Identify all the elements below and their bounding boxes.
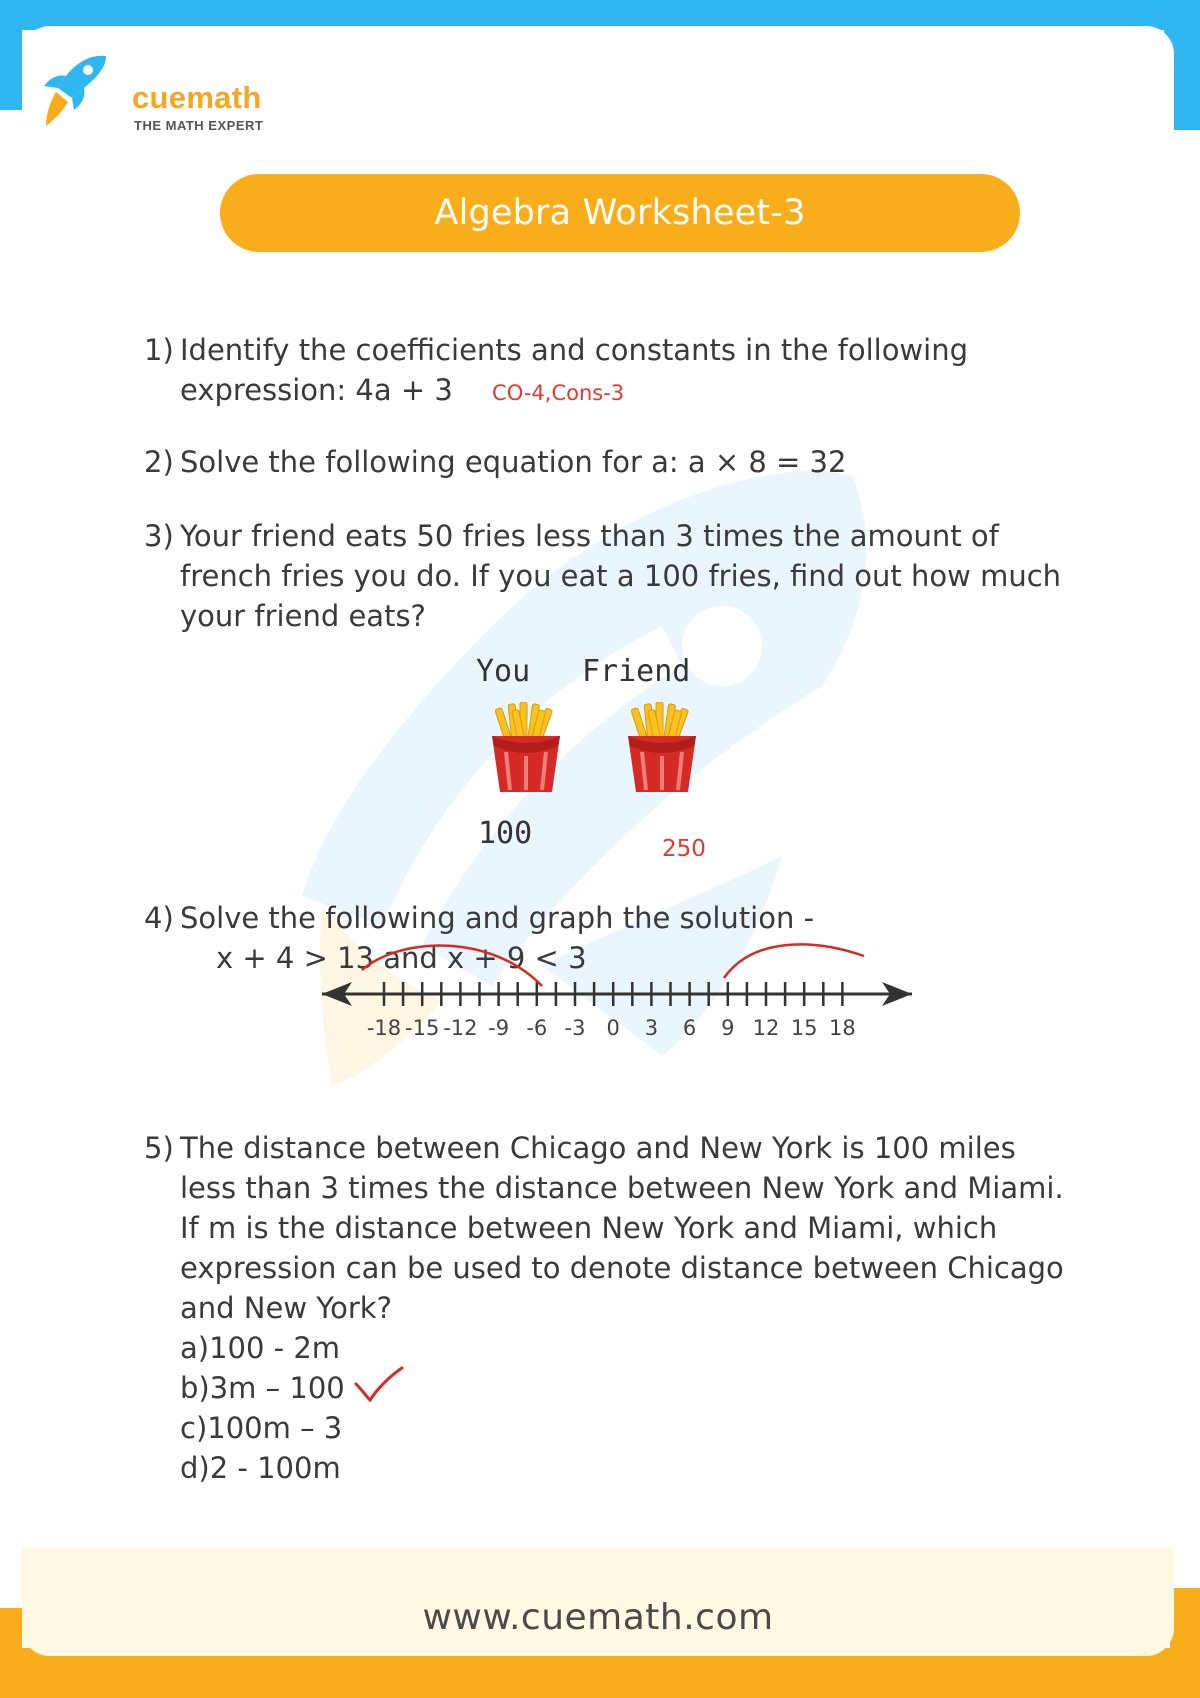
frame-left-band <box>0 0 22 110</box>
question-number: 3) <box>144 519 174 553</box>
solution-arc-right <box>724 944 864 978</box>
option-c <box>180 1408 1082 1448</box>
question-line: Solve the following and graph the solution - <box>180 901 815 935</box>
question-number: 2) <box>144 445 174 479</box>
number-line-label: -3 <box>564 1016 586 1040</box>
number-line-label: 0 <box>606 1016 620 1040</box>
question-line: Identify the coefficients and constants in the following <box>180 333 968 367</box>
number-line-label: 6 <box>682 1016 697 1040</box>
number-line-label: -18 <box>366 1016 402 1040</box>
number-line-label: 18 <box>829 1016 856 1040</box>
handwritten-answer: 250 <box>662 836 706 862</box>
option-text: 2 - 100m <box>209 1451 341 1485</box>
question-line: Your friend eats 50 fries less than 3 times the amount of <box>180 519 999 553</box>
option-a <box>180 1328 1082 1368</box>
fries-value-you: 100 <box>478 816 533 851</box>
option-d <box>180 1448 1082 1488</box>
option-text: 3m – 100 <box>209 1371 345 1405</box>
option-label: c) <box>180 1411 208 1445</box>
question-5 <box>144 1128 1084 1498</box>
option-text: 100m – 3 <box>207 1411 343 1445</box>
question-line: less than 3 times the distance between New York and Miami. <box>180 1171 1064 1205</box>
question-line: french fries you do. If you eat a 100 fries, find out how much <box>180 559 1062 593</box>
question-line: and New York? <box>180 1291 392 1325</box>
question-text: Solve the following equation for a: a × 8 = 32 <box>180 445 847 479</box>
number-line-label: 3 <box>644 1016 659 1040</box>
worksheet-page <box>22 26 1174 1656</box>
number-line-label: -9 <box>488 1016 510 1040</box>
frame-bottom-left-band <box>0 1608 22 1698</box>
question-line: expression can be used to denote distance between Chicago <box>180 1251 1064 1285</box>
handwritten-answer: CO-4,Cons-3 <box>492 381 625 405</box>
question-number: 1) <box>144 333 174 367</box>
number-line-label: 15 <box>790 1016 818 1040</box>
fries-label-friend: Friend <box>582 654 691 689</box>
question-inequality: x + 4 > 13 and x + 9 < 3 <box>216 941 587 975</box>
number-line-label: -6 <box>526 1016 548 1040</box>
question-line: your friend eats? <box>180 599 426 633</box>
solution-arc-left <box>362 946 542 986</box>
question-line: If m is the distance between New York and Miami, which <box>180 1211 998 1245</box>
option-text: 100 - 2m <box>209 1331 341 1365</box>
option-label: b) <box>180 1371 210 1405</box>
brand-name: cuemath <box>132 80 262 115</box>
question-number: 4) <box>144 901 174 935</box>
number-line-label: 9 <box>721 1016 735 1040</box>
question-expression: expression: 4a + 3 <box>180 373 453 407</box>
option-label: d) <box>180 1451 210 1485</box>
footer-url[interactable]: www.cuemath.com <box>422 1597 774 1638</box>
number-line-label: -12 <box>443 1016 478 1040</box>
worksheet-title-text: Algebra Worksheet-3 <box>434 193 806 233</box>
option-b <box>180 1368 1082 1408</box>
number-line-label: 12 <box>752 1016 780 1040</box>
brand-tagline: THE MATH EXPERT <box>134 118 264 133</box>
number-line-label: -15 <box>405 1016 440 1040</box>
question-line: The distance between Chicago and New York is 100 miles <box>180 1131 1016 1165</box>
frame-bottom-right-band <box>1170 1588 1200 1698</box>
checkmark-icon <box>352 1364 406 1404</box>
fries-label-you: You <box>476 654 531 689</box>
question-number: 5) <box>144 1131 174 1165</box>
question-text <box>180 1128 1082 1488</box>
option-label: a) <box>180 1331 210 1365</box>
